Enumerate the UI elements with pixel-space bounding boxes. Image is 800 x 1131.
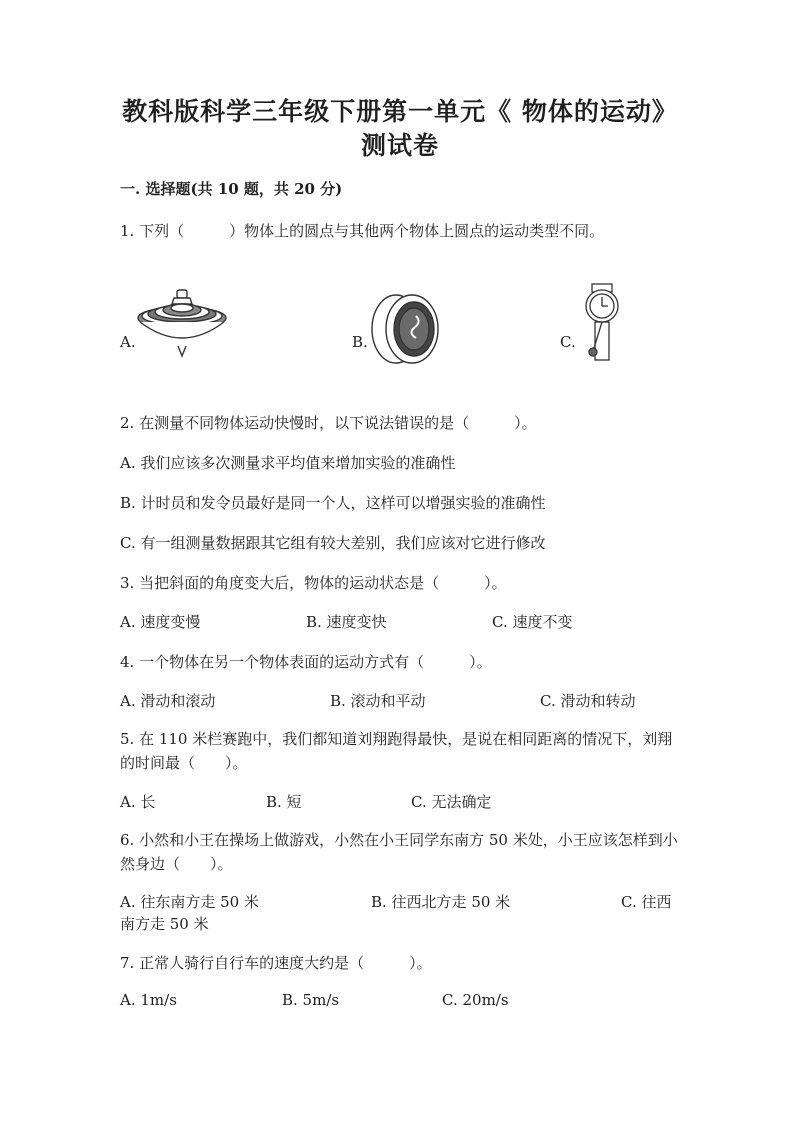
question-7-option-a: A. 1m/s <box>120 991 177 1009</box>
question-4-option-b: B. 滚动和平动 <box>330 692 426 710</box>
question-1-stem: 1. 下列（ ）物体上的圆点与其他两个物体上圆点的运动类型不同。 <box>120 222 605 240</box>
question-3-option-c: C. 速度不变 <box>492 613 573 631</box>
question-6-option-c: C. 往西 <box>621 893 672 911</box>
question-4-option-a: A. 滑动和滚动 <box>120 692 216 710</box>
question-3-stem: 3. 当把斜面的角度变大后，物体的运动状态是（ ）。 <box>120 574 507 592</box>
section-heading: 一. 选择题(共 10 题，共 20 分) <box>120 180 343 198</box>
question-2-option-c: C. 有一组测量数据跟其它组有较大差别，我们应该对它进行修改 <box>120 534 546 552</box>
question-5-option-c: C. 无法确定 <box>411 793 492 811</box>
yoyo-icon <box>368 292 444 366</box>
question-6-option-b: B. 往西北方走 50 米 <box>371 893 511 911</box>
question-3-option-a: A. 速度变慢 <box>120 613 201 631</box>
question-5-option-a: A. 长 <box>120 793 156 811</box>
question-6-option-c-continued: 南方走 50 米 <box>120 915 209 933</box>
question-5-stem: 5. 在 110 米栏赛跑中，我们都知道刘翔跑得最快，是说在相同距离的情况下，刘翔的时间最（ ）。 <box>120 730 673 772</box>
question-7-option-c: C. 20m/s <box>442 991 509 1009</box>
question-1-option-b: B. <box>352 333 368 351</box>
page-title: 教科版科学三年级下册第一单元《 物体的运动》测试卷 <box>122 97 678 160</box>
question-2-stem: 2. 在测量不同物体运动快慢时，以下说法错误的是（ ）。 <box>120 414 537 432</box>
question-5-option-b: B. 短 <box>266 793 302 811</box>
question-1-option-c: C. <box>560 333 576 351</box>
question-6-option-a: A. 往东南方走 50 米 <box>120 893 259 911</box>
question-2-option-b: B. 计时员和发令员最好是同一个人，这样可以增强实验的准确性 <box>120 494 546 512</box>
question-7-stem: 7. 正常人骑行自行车的速度大约是（ ）。 <box>120 954 432 972</box>
question-3-option-b: B. 速度变快 <box>306 613 387 631</box>
question-7-option-b: B. 5m/s <box>282 991 340 1009</box>
spinning-top-icon <box>134 286 230 360</box>
question-6-stem: 6. 小然和小王在操场上做游戏，小然在小王同学东南方 50 米处，小王应该怎样到小然身边（ ）。 <box>120 831 678 873</box>
question-4-stem: 4. 一个物体在另一个物体表面的运动方式有（ ）。 <box>120 653 492 671</box>
question-1-option-a: A. <box>120 333 136 351</box>
question-2-option-a: A. 我们应该多次测量求平均值来增加实验的准确性 <box>120 454 456 472</box>
question-4-option-c: C. 滑动和转动 <box>540 692 636 710</box>
pendulum-clock-icon <box>582 282 622 364</box>
